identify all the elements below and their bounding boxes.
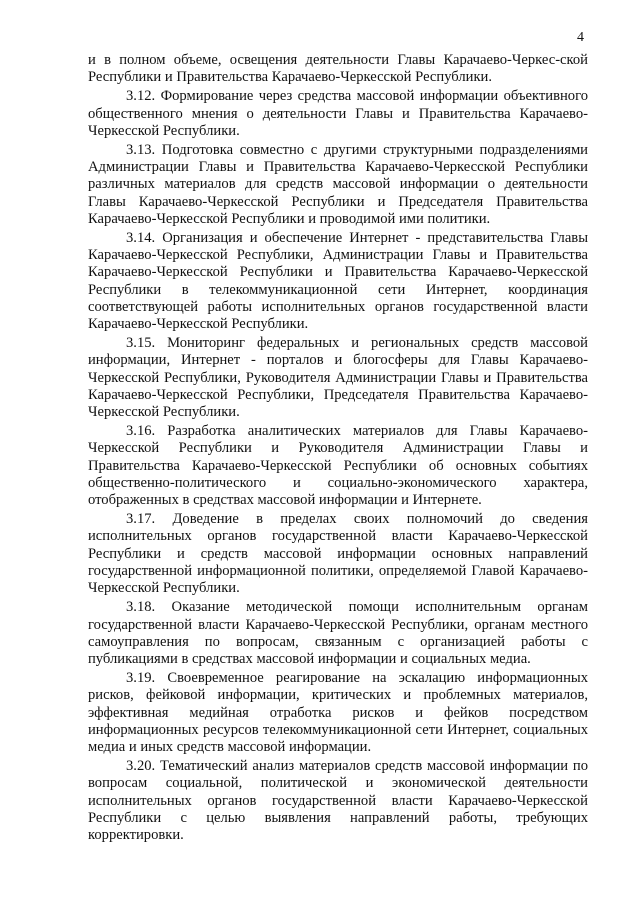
paragraph-3-12: 3.12. Формирование через средства массовой информации объективного общественного мнения о деятельности Главы и Правительства Карачаево-Черкесской Республики. [88,88,588,139]
paragraph-3-13: 3.13. Подготовка совместно с другими структурными подразделениями Администрации Главы и Правительства Карачаево-Черкесской Республики различных материалов для средств массовой информации о деятельности Главы Карачаево-Черкесской Республики и Председателя Правительства Карачаево-Черкесской Республики и проводимой ими политики. [88,142,588,227]
paragraph-3-16: 3.16. Разработка аналитических материалов для Главы Карачаево-Черкесской Республики и Руководителя Администрации Главы и Правительства Карачаево-Черкесской Республики об основных событиях общественно-политического и социально-экономического характера, отображенных в средствах массовой информации и Интернете. [88,423,588,509]
paragraph-3-17: 3.17. Доведение в пределах своих полномочий до сведения исполнительных органов государственной власти Карачаево-Черкесской Республики и средств массовой информации основных направлений государственной информационной политики, определяемой Главой Карачаево-Черкесской Республики. [88,511,588,597]
paragraph-3-18: 3.18. Оказание методической помощи исполнительным органам государственной власти Карачаево-Черкесской Республики, органам местного самоуправления по вопросам, связанным с организацией работы с публикациями в средствах массовой информации и социальных медиа. [88,599,588,667]
page-number: 4 [577,30,584,45]
paragraph-3-19: 3.19. Своевременное реагирование на эскалацию информационных рисков, фейковой информации, критических и проблемных материалов, эффективная медийная отработка рисков и фейков посредством информационных ресурсов телекоммуникационной сети Интернет, социальных медиа и иных средств массовой информации. [88,670,588,755]
paragraph-3-14: 3.14. Организация и обеспечение Интернет - представительства Главы Карачаево-Черкесской Республики, Администрации Главы и Правительства Карачаево-Черкесской Республики и Правительства Карачаево-Черкесской Республики в телекоммуникационной сети Интернет, координация соответствующей работы исполнительных органов государственной власти Карачаево-Черкесской Республики. [88,230,588,333]
paragraph-3-20: 3.20. Тематический анализ материалов средств массовой информации по вопросам социальной, политической и экономической деятельности исполнительных органов государственной власти Карачаево-Черкесской Республики с целью выявления направлений работы, требующих корректировки. [88,758,588,843]
document-body [88,52,588,844]
paragraph-3-15: 3.15. Мониторинг федеральных и региональных средств массовой информации, Интернет - порталов и блогосферы для Главы Карачаево-Черкесской Республики, Руководителя Администрации Главы и Правительства Карачаево-Черкесской Республики, Председателя Правительства Карачаево-Черкесской Республики. [88,335,588,421]
paragraph-continuation: и в полном объеме, освещения деятельности Главы Карачаево-Черкес-ской Республики и Правительства Карачаево-Черкесской Республики. [88,52,588,86]
